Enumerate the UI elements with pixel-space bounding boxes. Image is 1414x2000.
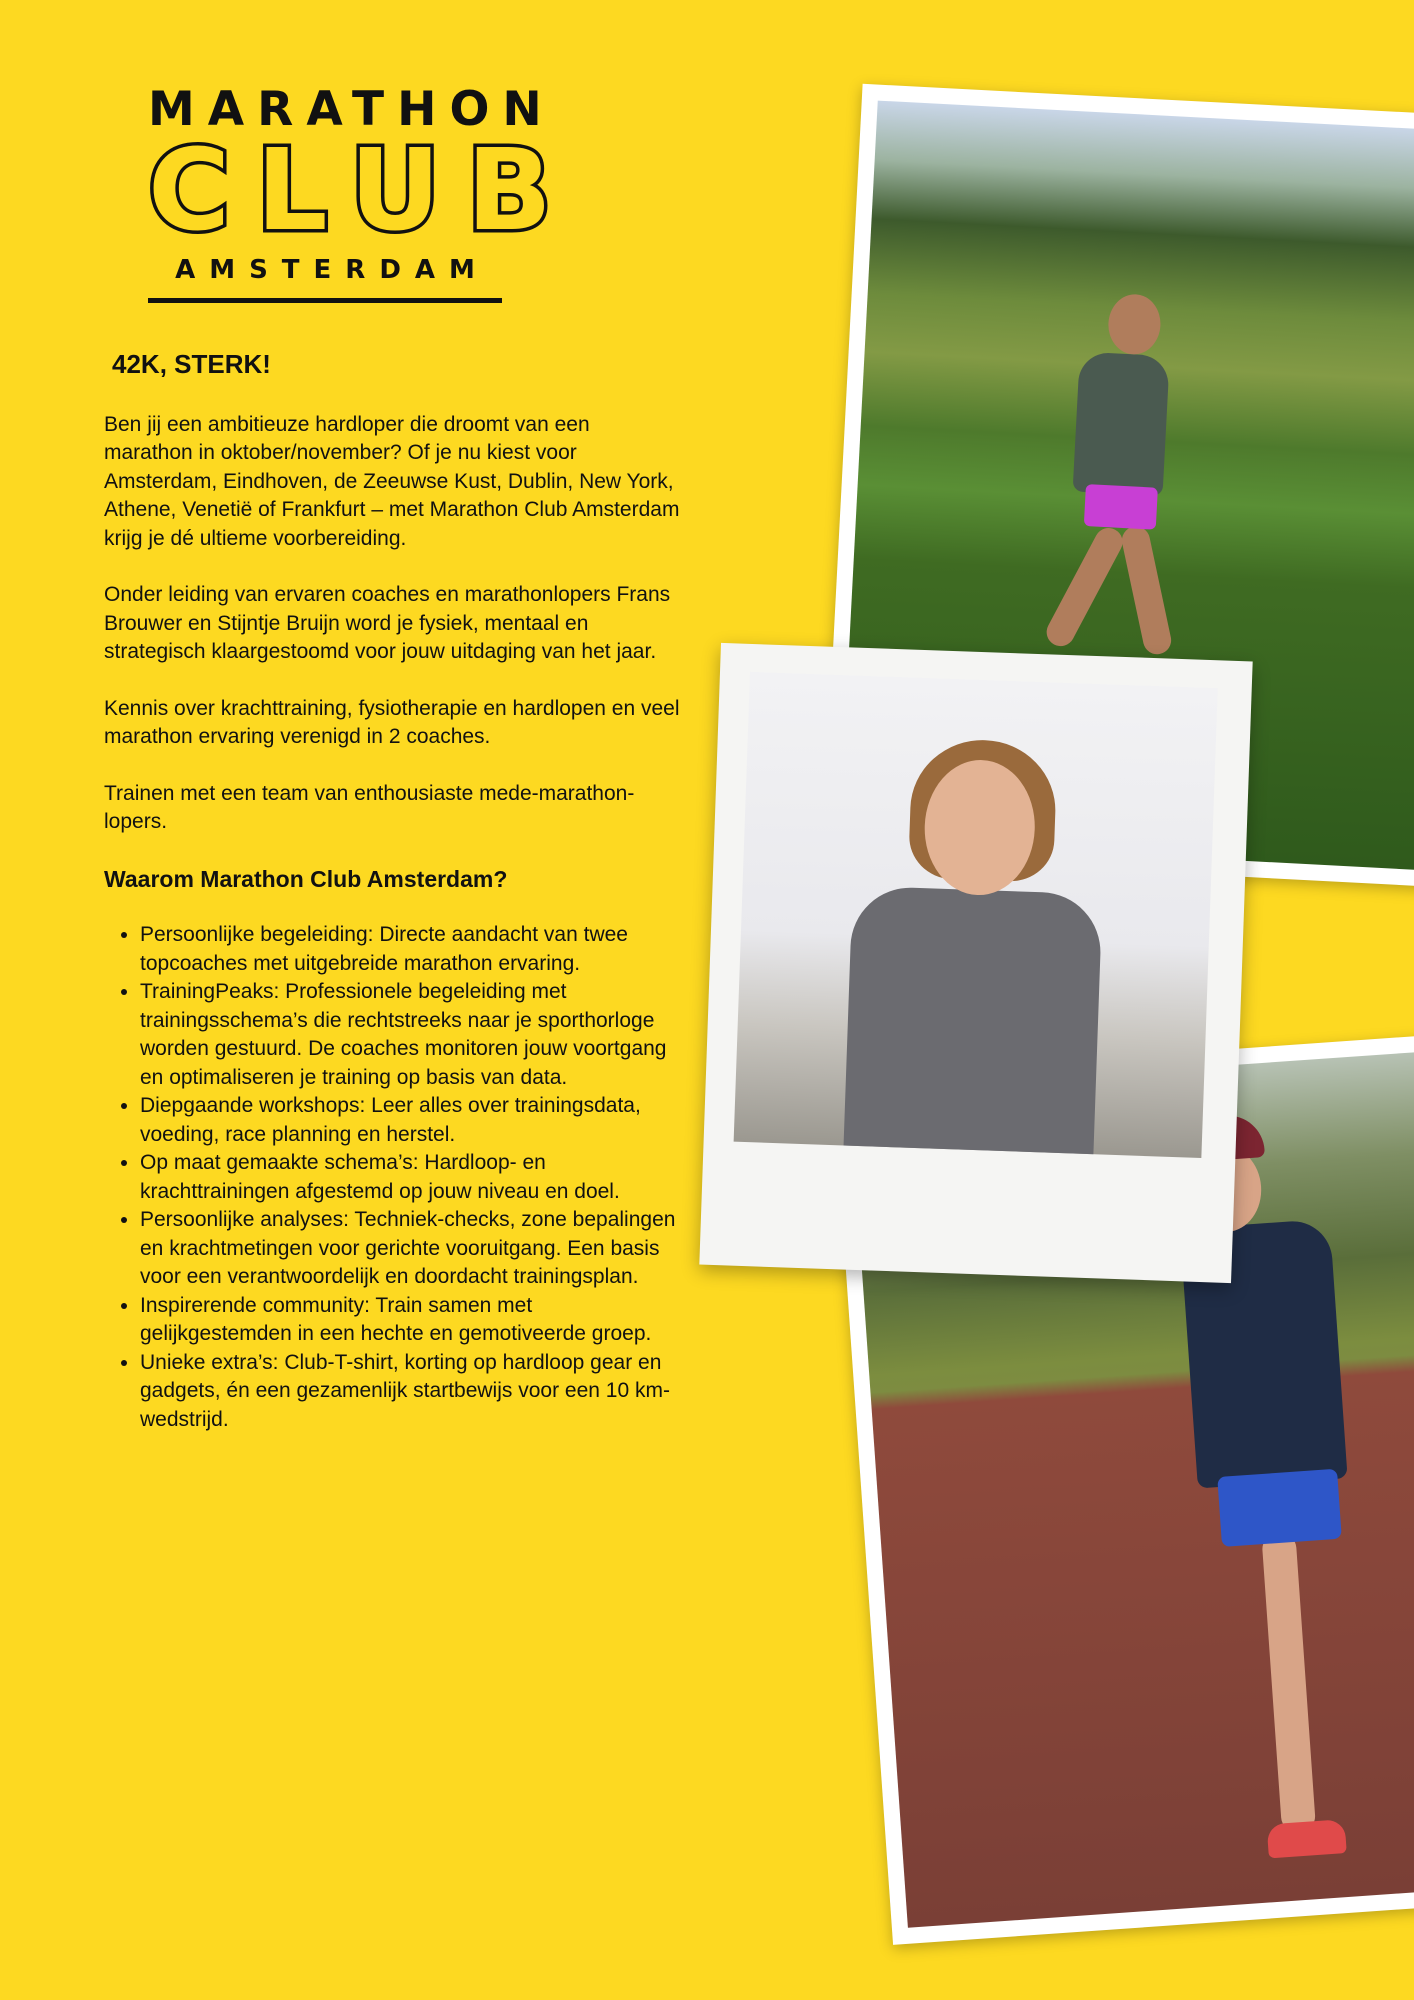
logo-underline <box>148 298 502 303</box>
page-title: 42K, STERK! <box>112 349 271 379</box>
runner-leg-shape <box>1042 523 1128 651</box>
club-logo <box>148 82 578 303</box>
logo-line-marathon: MARATHON <box>148 82 555 137</box>
intro-paragraph: Ben jij een ambitieuze hardloper die droomt van een marathon in oktober/november? Of je nu kiest voor Amsterdam, Eindhoven, de Zeeuwse Kust, Dublin, New York, Athene, Venetië of Frankfurt – met Marathon Club Amsterdam krijg je dé ultieme voorbereiding. <box>104 412 680 550</box>
logo-line-amsterdam: AMSTERDAM <box>175 255 489 285</box>
runner-leg-shape <box>1119 524 1173 657</box>
main-text <box>104 350 684 1434</box>
runner-shorts-shape <box>1217 1469 1342 1547</box>
runner-head-shape <box>1107 293 1162 356</box>
coach-body-shape <box>843 886 1103 1158</box>
runner-leg-shape <box>1261 1532 1316 1834</box>
list-item: • Unieke extra’s: Club-T-shirt, korting op hardloop gear en gadgets, én een gezamenlijk startbewijs voor een 10 km-wedstrijd. <box>140 1349 684 1435</box>
runner-shoe-shape <box>1267 1819 1347 1858</box>
benefits-list <box>104 921 684 1434</box>
list-item: • Persoonlijke analyses: Techniek-checks, zone bepalingen en krachtmetingen voor gerichte vooruitgang. Een basis voor een verantwoordelijk en doordacht trainingsplan. <box>140 1206 684 1292</box>
polaroid-coach-photo <box>699 643 1252 1283</box>
runner-body-shape <box>1073 352 1170 497</box>
list-item: • Inspirerende community: Train samen met gelijkgestemden in een hechte en gemotiveerde groep. <box>140 1292 684 1349</box>
list-item: • TrainingPeaks: Professionele begeleiding met trainingsschema’s die rechtstreeks naar je sporthorloge worden gestuurd. De coaches monitoren jouw voortgang en optimaliseren je training op basis van data. <box>140 978 684 1092</box>
runner-shorts-shape <box>1084 484 1158 530</box>
team-paragraph: Trainen met een team van enthousiaste mede-marathon-lopers. <box>104 781 635 833</box>
logo-line-club: CLUB <box>148 126 578 256</box>
knowledge-paragraph: Kennis over krachttraining, fysiotherapie en hardlopen en veel marathon ervaring verenigd in 2 coaches. <box>104 696 680 748</box>
list-item: • Persoonlijke begeleiding: Directe aandacht van twee topcoaches met uitgebreide marathon ervaring. <box>140 921 684 978</box>
why-heading: Waarom Marathon Club Amsterdam? <box>104 865 508 892</box>
list-item: • Op maat gemaakte schema’s: Hardloop- en krachttrainingen afgestemd op jouw niveau en doel. <box>140 1149 684 1206</box>
coaches-paragraph: Onder leiding van ervaren coaches en marathonlopers Frans Brouwer en Stijntje Bruijn word je fysiek, mentaal en strategisch klaargestoomd voor jouw uitdaging van het jaar. <box>104 583 671 663</box>
coach-image <box>734 672 1218 1158</box>
list-item: • Diepgaande workshops: Leer alles over trainingsdata, voeding, race planning en herstel. <box>140 1092 684 1149</box>
